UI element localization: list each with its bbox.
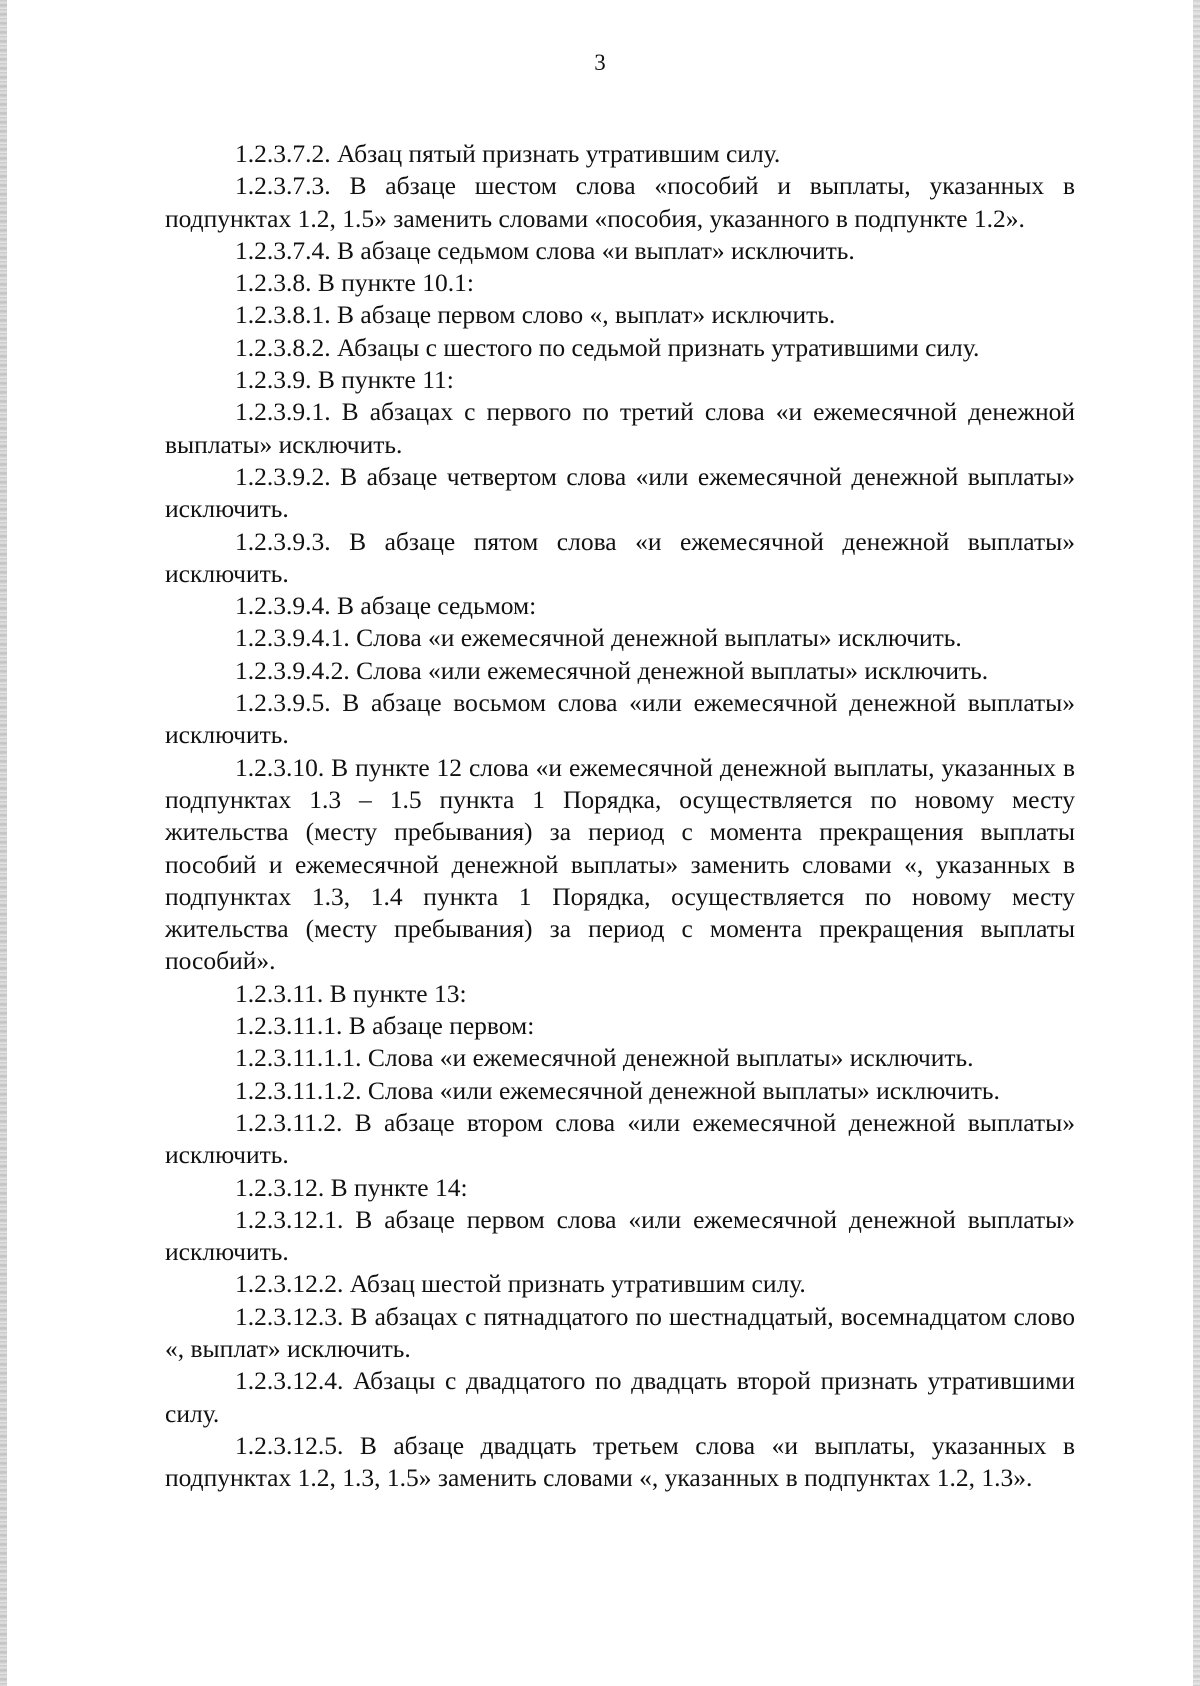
paragraph: 1.2.3.7.2. Абзац пятый признать утратившим силу.: [235, 139, 781, 168]
scan-edge-right: [1193, 0, 1200, 1686]
paragraph: 1.2.3.9.4.2. Слова «или ежемесячной денежной выплаты» исключить.: [235, 655, 989, 685]
paragraph: 1.2.3.11.1.1. Слова «и ежемесячной денежной выплаты» исключить.: [235, 1043, 974, 1073]
paragraph: 1.2.3.11.1. В абзаце первом:: [235, 1011, 535, 1041]
paragraph: 1.2.3.12.3. В абзацах с пятнадцатого по шестнадцатый, восемнадцатом слово «, выплат» исключить.: [165, 1301, 1075, 1363]
paragraph: 1.2.3.11.1.2. Слова «или ежемесячной денежной выплаты» исключить.: [235, 1075, 1000, 1105]
paragraph: 1.2.3.12.4. Абзацы с двадцатого по двадцать второй признать утратившими силу.: [165, 1366, 1075, 1428]
paragraph: 1.2.3.11.2. В абзаце втором слова «или ежемесячной денежной выплаты» исключить.: [165, 1107, 1075, 1170]
paragraph: 1.2.3.9.2. В абзаце четвертом слова «или ежемесячной денежной выплаты» исключить.: [165, 461, 1075, 524]
paragraph: 1.2.3.11. В пункте 13:: [235, 978, 467, 1008]
paragraph: 1.2.3.12.1. В абзаце первом слова «или ежемесячной денежной выплаты» исключить.: [165, 1204, 1075, 1267]
paragraph: 1.2.3.12. В пункте 14:: [235, 1172, 468, 1202]
paragraph: 1.2.3.7.3. В абзаце шестом слова «пособий и выплаты, указанных в подпунктах 1.2, 1.5» заменить словами «пособия, указанного в подпункте 1.2».: [165, 171, 1075, 233]
paragraph: 1.2.3.8.1. В абзаце первом слово «, выплат» исключить.: [235, 300, 836, 330]
paragraph: 1.2.3.9.3. В абзаце пятом слова «и ежемесячной денежной выплаты» исключить.: [165, 526, 1075, 588]
paragraph: 1.2.3.9. В пункте 11:: [235, 365, 454, 395]
paragraph: 1.2.3.12.5. В абзаце двадцать третьем слова «и выплаты, указанных в подпунктах 1.2, 1.3, 1.5» заменить словами «, указанных в подпунктах 1.2, 1.3».: [165, 1430, 1075, 1493]
document-body: [165, 138, 1075, 1494]
page-number: 3: [594, 50, 606, 75]
paragraph: 1.2.3.8. В пункте 10.1:: [235, 268, 474, 298]
paragraph: 1.2.3.9.4.1. Слова «и ежемесячной денежной выплаты» исключить.: [235, 623, 962, 653]
paragraph: 1.2.3.9.1. В абзацах с первого по третий слова «и ежемесячной денежной выплаты» исключить.: [165, 397, 1075, 459]
paragraph: 1.2.3.7.4. В абзаце седьмом слова «и выплат» исключить.: [235, 235, 855, 265]
paragraph: 1.2.3.10. В пункте 12 слова «и ежемесячной денежной выплаты, указанных в подпунктах 1.3 – 1.5 пункта 1 Порядка, осуществляется по новому месту жительства (месту пребывания) за период с момента прекращения выплаты пособий и ежемесячной денежной выплаты» заменить словами «, указанных в подпунктах 1.3, 1.4 пункта 1 Порядка, осуществляется по новому месту жительства (месту пребывания) за период с момента прекращения выплаты пособий».: [165, 752, 1075, 976]
paragraph: 1.2.3.9.4. В абзаце седьмом:: [235, 591, 537, 621]
paragraph: 1.2.3.8.2. Абзацы с шестого по седьмой признать утратившими силу.: [235, 332, 980, 362]
paragraph: 1.2.3.12.2. Абзац шестой признать утратившим силу.: [235, 1269, 806, 1299]
paragraph: 1.2.3.9.5. В абзаце восьмом слова «или ежемесячной денежной выплаты» исключить.: [165, 688, 1075, 750]
scan-edge-left: [0, 0, 7, 1686]
